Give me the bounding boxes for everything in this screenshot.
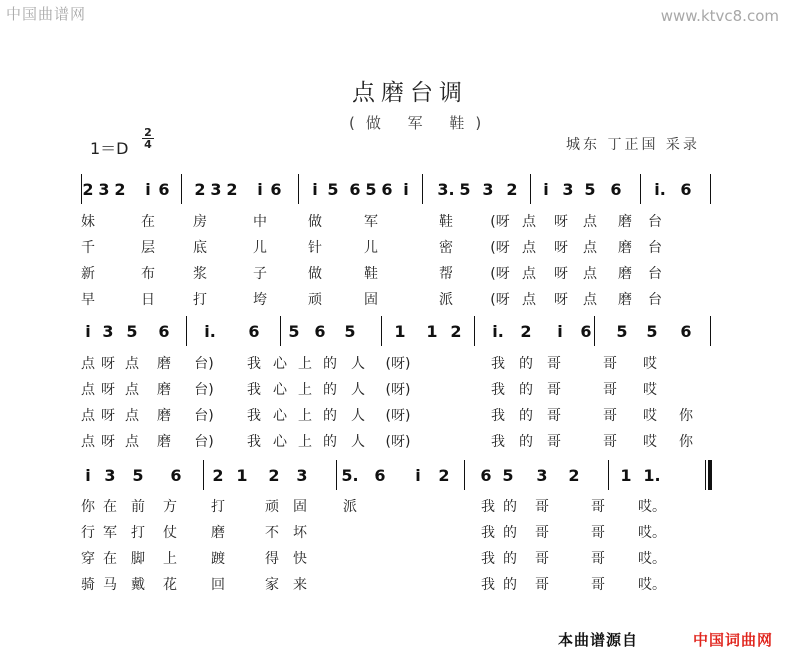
lyric-syllable: 点 (125, 356, 139, 372)
lyric-syllable: 我 (247, 434, 261, 450)
note: i (415, 466, 421, 485)
lyric-syllable: 点 (81, 356, 95, 372)
note: 6 (374, 466, 386, 485)
lyric-syllable: 台) (194, 408, 214, 424)
final-bar-thick (708, 460, 712, 490)
lyric-syllable: 做 (308, 214, 322, 230)
lyric-syllable: 固 (364, 292, 378, 308)
lyric-syllable: 哥 (591, 577, 605, 593)
lyric-syllable: (呀 (490, 292, 510, 308)
lyric-syllable: 花 (163, 577, 177, 593)
lyric-syllable: 马 (103, 577, 117, 593)
note: 1 (426, 322, 438, 341)
lyric-syllable: 呀 (554, 240, 568, 256)
lyric-syllable: 我 (491, 408, 505, 424)
note: 2 (268, 466, 280, 485)
lyric-syllable: 哥 (535, 577, 549, 593)
lyric-syllable: 哥 (547, 434, 561, 450)
lyric-syllable: 回 (211, 577, 225, 593)
lyric-syllable: 磨 (157, 382, 171, 398)
lyric-syllable: 在 (103, 499, 117, 515)
note: i (85, 466, 91, 485)
bar-line (640, 174, 641, 204)
lyric-syllable: 哎 (643, 382, 657, 398)
lyric-syllable: 的 (503, 525, 517, 541)
lyric-syllable: 呀 (554, 214, 568, 230)
note: 2 (438, 466, 450, 485)
lyric-syllable: 鞋 (364, 266, 378, 282)
lyric-syllable: 浆 (193, 266, 207, 282)
lyric-syllable: 千 (81, 240, 95, 256)
lyric-syllable: 我 (481, 525, 495, 541)
lyric-syllable: 儿 (364, 240, 378, 256)
lyric-syllable: 磨 (618, 266, 632, 282)
lyric-syllable: 人 (351, 356, 365, 372)
note: 5 (502, 466, 514, 485)
bar-line (710, 316, 711, 346)
note: 2 (450, 322, 462, 341)
lyric-syllable: 穿 (81, 551, 95, 567)
lyric-syllable: 呀 (101, 356, 115, 372)
time-signature (142, 127, 154, 150)
lyric-syllable: 在 (141, 214, 155, 230)
bar-line (186, 316, 187, 346)
note: 5 (584, 180, 596, 199)
lyric-syllable: 哥 (603, 408, 617, 424)
lyric-syllable: 哥 (603, 356, 617, 372)
lyric-syllable: 上 (163, 551, 177, 567)
lyric-syllable: 我 (491, 356, 505, 372)
lyric-syllable: 方 (163, 499, 177, 515)
lyric-syllable: 点 (583, 266, 597, 282)
lyric-syllable: 上 (298, 408, 312, 424)
lyric-syllable: 的 (503, 551, 517, 567)
lyric-syllable: 早 (81, 292, 95, 308)
note: 6 (680, 322, 692, 341)
note: 2 (212, 466, 224, 485)
lyric-syllable: 磨 (157, 408, 171, 424)
note: 3 (102, 322, 114, 341)
lyric-syllable: 哥 (535, 551, 549, 567)
note: 5 (616, 322, 628, 341)
meter-denominator: 4 (142, 138, 154, 150)
note: 3 (482, 180, 494, 199)
note: 6 (349, 180, 361, 199)
note: i (145, 180, 151, 199)
note: i (543, 180, 549, 199)
lyric-syllable: 得 (265, 551, 279, 567)
note: i (312, 180, 318, 199)
lyric-syllable: 呀 (554, 266, 568, 282)
lyric-syllable: 台) (194, 434, 214, 450)
lyric-syllable: 呀 (101, 382, 115, 398)
lyric-syllable: 踱 (211, 551, 225, 567)
lyric-syllable: 点 (522, 214, 536, 230)
lyric-syllable: 妹 (81, 214, 95, 230)
lyric-syllable: 哎。 (638, 551, 666, 567)
note: 6 (158, 322, 170, 341)
lyric-syllable: 上 (298, 356, 312, 372)
footer-source-label: 本曲谱源自 (558, 631, 639, 649)
note: 5 (327, 180, 339, 199)
lyric-syllable: 哥 (547, 408, 561, 424)
note: i (257, 180, 263, 199)
lyric-syllable: 哎 (643, 356, 657, 372)
lyric-syllable: 针 (308, 240, 322, 256)
lyric-syllable: 哥 (547, 382, 561, 398)
lyric-syllable: 打 (131, 525, 145, 541)
note: 6 (580, 322, 592, 341)
lyric-syllable: 的 (519, 356, 533, 372)
lyric-syllable: 不 (265, 525, 279, 541)
note: 5 (126, 322, 138, 341)
lyric-syllable: (呀 (490, 214, 510, 230)
lyric-syllable: 的 (503, 499, 517, 515)
note: 5 (344, 322, 356, 341)
lyric-syllable: 呀 (101, 434, 115, 450)
lyric-syllable: 顽 (265, 499, 279, 515)
lyric-syllable: (呀 (490, 240, 510, 256)
lyric-syllable: 人 (351, 408, 365, 424)
lyric-syllable: 中 (253, 214, 267, 230)
lyric-syllable: 坏 (293, 525, 307, 541)
lyric-syllable: 点 (522, 240, 536, 256)
note: i. (204, 322, 216, 341)
note: i. (654, 180, 666, 199)
lyric-syllable: 心 (273, 382, 287, 398)
note: 1 (236, 466, 248, 485)
lyric-syllable: 人 (351, 434, 365, 450)
note: 3 (536, 466, 548, 485)
bar-line (181, 174, 182, 204)
bar-line (298, 174, 299, 204)
lyric-syllable: 哥 (535, 525, 549, 541)
footer-source-site: 中国词曲网 (693, 631, 774, 649)
note: 6 (381, 180, 393, 199)
lyric-syllable: 派 (439, 292, 453, 308)
lyric-syllable: 磨 (157, 434, 171, 450)
lyric-syllable: 仗 (163, 525, 177, 541)
note: 1. (643, 466, 661, 485)
lyric-syllable: 我 (247, 356, 261, 372)
lyric-syllable: 哎。 (638, 499, 666, 515)
note: 6 (170, 466, 182, 485)
bar-line (474, 316, 475, 346)
lyric-syllable: 派 (343, 499, 357, 515)
note: 1 (394, 322, 406, 341)
lyric-syllable: 呀 (101, 408, 115, 424)
lyric-syllable: 哎。 (638, 525, 666, 541)
lyric-syllable: 骑 (81, 577, 95, 593)
watermark-site-name: 中国曲谱网 (6, 5, 87, 23)
note: 3. (437, 180, 455, 199)
lyric-syllable: 的 (519, 434, 533, 450)
lyric-syllable: 台) (194, 356, 214, 372)
lyric-syllable: 你 (81, 499, 95, 515)
note: 5 (365, 180, 377, 199)
lyric-syllable: 哥 (535, 499, 549, 515)
lyric-syllable: 台 (648, 214, 662, 230)
note: 3 (562, 180, 574, 199)
lyric-syllable: 的 (519, 382, 533, 398)
note: 2 (506, 180, 518, 199)
lyric-syllable: 哎 (643, 434, 657, 450)
bar-line (594, 316, 595, 346)
bar-line (710, 174, 711, 204)
lyric-syllable: 我 (491, 382, 505, 398)
lyric-syllable: 快 (293, 551, 307, 567)
lyric-syllable: 哥 (603, 382, 617, 398)
lyric-syllable: 密 (439, 240, 453, 256)
note: 1 (620, 466, 632, 485)
lyric-syllable: 子 (253, 266, 267, 282)
lyric-syllable: 磨 (211, 525, 225, 541)
note: 6 (314, 322, 326, 341)
lyric-syllable: 上 (298, 382, 312, 398)
lyric-syllable: 我 (247, 408, 261, 424)
note: 6 (248, 322, 260, 341)
bar-line (381, 316, 382, 346)
lyric-syllable: (呀) (385, 382, 411, 398)
bar-line (203, 460, 204, 490)
bar-line (530, 174, 531, 204)
note: 2 (114, 180, 126, 199)
note: 6 (270, 180, 282, 199)
lyric-syllable: 点 (583, 214, 597, 230)
note: 5 (646, 322, 658, 341)
lyric-syllable: 我 (481, 577, 495, 593)
lyric-syllable: 心 (273, 408, 287, 424)
lyric-syllable: 我 (491, 434, 505, 450)
lyric-syllable: 磨 (618, 240, 632, 256)
lyric-syllable: (呀) (385, 408, 411, 424)
lyric-syllable: 做 (308, 266, 322, 282)
lyric-syllable: 我 (247, 382, 261, 398)
lyric-syllable: 帮 (439, 266, 453, 282)
lyric-syllable: 点 (125, 382, 139, 398)
lyric-syllable: 顽 (308, 292, 322, 308)
lyric-syllable: 点 (522, 292, 536, 308)
note: 6 (610, 180, 622, 199)
lyric-syllable: 磨 (618, 214, 632, 230)
lyric-syllable: 新 (81, 266, 95, 282)
lyric-syllable: 我 (481, 551, 495, 567)
song-title: 点磨台调 (352, 80, 468, 106)
note: i. (492, 322, 504, 341)
lyric-syllable: 呀 (554, 292, 568, 308)
lyric-syllable: 上 (298, 434, 312, 450)
lyric-syllable: (呀 (490, 266, 510, 282)
note: 2 (520, 322, 532, 341)
note: 5. (341, 466, 359, 485)
lyric-syllable: (呀) (385, 434, 411, 450)
note: 5 (288, 322, 300, 341)
note: 2 (226, 180, 238, 199)
watermark-url: www.ktvc8.com (660, 7, 779, 25)
lyric-syllable: 房 (193, 214, 207, 230)
lyric-syllable: 的 (323, 408, 337, 424)
lyric-syllable: 台 (648, 266, 662, 282)
song-subtitle: (做 军 鞋) (349, 114, 493, 132)
lyric-syllable: 底 (193, 240, 207, 256)
note: 2 (568, 466, 580, 485)
note: 5 (132, 466, 144, 485)
lyric-syllable: 布 (141, 266, 155, 282)
lyric-syllable: 我 (481, 499, 495, 515)
lyric-syllable: 前 (131, 499, 145, 515)
lyric-syllable: 来 (293, 577, 307, 593)
lyric-syllable: 哥 (591, 499, 605, 515)
lyric-syllable: (呀) (385, 356, 411, 372)
lyric-syllable: 台) (194, 382, 214, 398)
lyric-syllable: 的 (323, 382, 337, 398)
lyric-syllable: 点 (81, 382, 95, 398)
lyric-syllable: 脚 (131, 551, 145, 567)
lyric-syllable: 的 (323, 434, 337, 450)
lyric-syllable: 哥 (603, 434, 617, 450)
meter-numerator: 2 (144, 126, 152, 139)
lyric-syllable: 哎。 (638, 577, 666, 593)
lyric-syllable: 点 (81, 434, 95, 450)
lyric-syllable: 哥 (547, 356, 561, 372)
lyric-syllable: 在 (103, 551, 117, 567)
final-bar-thin (705, 460, 706, 490)
lyric-syllable: 的 (519, 408, 533, 424)
lyric-syllable: 戴 (131, 577, 145, 593)
lyric-syllable: 军 (103, 525, 117, 541)
lyric-syllable: 哎 (643, 408, 657, 424)
bar-line (280, 316, 281, 346)
lyric-syllable: 的 (323, 356, 337, 372)
note: 6 (680, 180, 692, 199)
lyric-syllable: 日 (141, 292, 155, 308)
lyric-syllable: 心 (273, 356, 287, 372)
lyric-syllable: 点 (125, 408, 139, 424)
lyric-syllable: 行 (81, 525, 95, 541)
lyric-syllable: 点 (81, 408, 95, 424)
note: i (85, 322, 91, 341)
lyric-syllable: 哥 (591, 525, 605, 541)
lyric-syllable: 你 (679, 434, 693, 450)
bar-line (81, 174, 82, 204)
bar-line (608, 460, 609, 490)
note: 3 (104, 466, 116, 485)
lyric-syllable: 层 (141, 240, 155, 256)
bar-line (336, 460, 337, 490)
note: 5 (459, 180, 471, 199)
bar-line (464, 460, 465, 490)
note: 2 (82, 180, 94, 199)
note: 3 (98, 180, 110, 199)
key-signature: 1＝D (90, 139, 129, 158)
note: i (403, 180, 409, 199)
lyric-syllable: 点 (125, 434, 139, 450)
bar-line (422, 174, 423, 204)
note: i (557, 322, 563, 341)
lyric-syllable: 军 (364, 214, 378, 230)
note: 3 (210, 180, 222, 199)
lyric-syllable: 固 (293, 499, 307, 515)
lyric-syllable: 台 (648, 240, 662, 256)
lyric-syllable: 人 (351, 382, 365, 398)
lyric-syllable: 点 (522, 266, 536, 282)
note: 6 (480, 466, 492, 485)
lyric-syllable: 打 (193, 292, 207, 308)
lyric-syllable: 磨 (157, 356, 171, 372)
lyric-syllable: 心 (273, 434, 287, 450)
collector-credit: 城东 丁正国 采录 (566, 137, 700, 153)
lyric-syllable: 打 (211, 499, 225, 515)
lyric-syllable: 点 (583, 240, 597, 256)
lyric-syllable: 磨 (618, 292, 632, 308)
note: 2 (194, 180, 206, 199)
lyric-syllable: 你 (679, 408, 693, 424)
lyric-syllable: 台 (648, 292, 662, 308)
note: 3 (296, 466, 308, 485)
lyric-syllable: 的 (503, 577, 517, 593)
lyric-syllable: 鞋 (439, 214, 453, 230)
lyric-syllable: 垮 (253, 292, 267, 308)
note: 6 (158, 180, 170, 199)
lyric-syllable: 哥 (591, 551, 605, 567)
lyric-syllable: 点 (583, 292, 597, 308)
lyric-syllable: 儿 (253, 240, 267, 256)
lyric-syllable: 家 (265, 577, 279, 593)
